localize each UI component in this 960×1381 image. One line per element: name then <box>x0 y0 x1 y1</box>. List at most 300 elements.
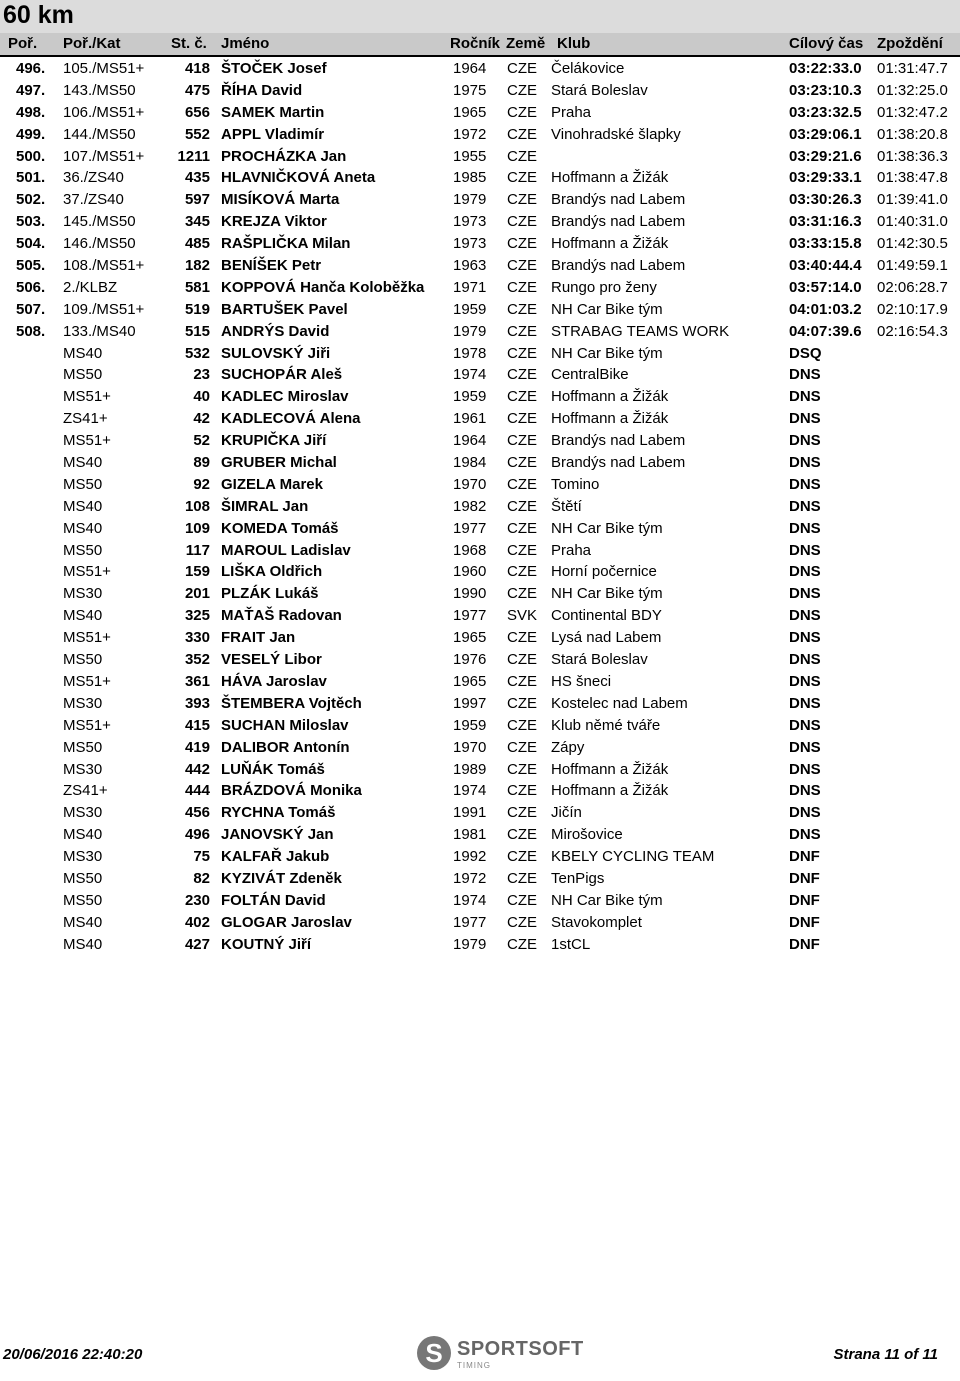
cell-year: 1990 <box>453 585 487 603</box>
cell-time: DNS <box>789 782 821 800</box>
cell-country: CZE <box>507 235 537 253</box>
cell-time: DNS <box>789 672 821 690</box>
cell-club: Hoffmann a Žižák <box>551 760 669 778</box>
cell-time: 03:29:33.1 <box>789 169 862 187</box>
cell-country: CZE <box>507 366 537 384</box>
cell-country: CZE <box>507 344 537 362</box>
cell-country: CZE <box>507 541 537 559</box>
cell-position: 505. <box>16 257 46 275</box>
cell-time: DNS <box>789 454 821 472</box>
cell-time: DNS <box>789 694 821 712</box>
cell-club: NH Car Bike tým <box>551 344 663 362</box>
cell-year: 1982 <box>453 497 487 515</box>
cell-position: 496. <box>16 60 46 77</box>
cell-country: CZE <box>507 935 537 953</box>
cell-name: BRÁZDOVÁ Monika <box>221 782 362 800</box>
cell-category: MS40 <box>63 913 103 931</box>
cell-category: 2./KLBZ <box>63 278 118 296</box>
footer-timestamp: 20/06/2016 22:40:20 <box>3 1346 143 1363</box>
cell-country: CZE <box>507 848 537 866</box>
cell-category: 105./MS51+ <box>63 60 145 77</box>
table-row <box>0 628 960 650</box>
cell-time: DNF <box>789 848 820 866</box>
cell-bib: 109 <box>184 519 210 537</box>
logo-text: SPORTSOFT <box>457 1338 584 1360</box>
cell-name: BENÍŠEK Petr <box>221 257 322 275</box>
cell-year: 1965 <box>453 629 487 647</box>
cell-country: CZE <box>507 782 537 800</box>
cell-country: CZE <box>507 191 537 209</box>
table-row <box>0 190 960 212</box>
cell-year: 1959 <box>453 388 487 406</box>
cell-country: CZE <box>507 913 537 931</box>
table-row <box>0 891 960 913</box>
cell-bib: 435 <box>184 169 210 187</box>
cell-category: 146./MS50 <box>63 235 136 253</box>
cell-name: KOPPOVÁ Hanča Koloběžka <box>221 278 425 296</box>
cell-time: DNS <box>789 607 821 625</box>
table-row <box>0 497 960 519</box>
cell-year: 1960 <box>453 563 487 581</box>
cell-lag: 01:32:47.2 <box>877 103 948 121</box>
cell-year: 1965 <box>453 103 487 121</box>
cell-club: Hoffmann a Žižák <box>551 782 669 800</box>
cell-club: 1stCL <box>551 935 591 953</box>
cell-name: HLAVNIČKOVÁ Aneta <box>221 169 376 187</box>
cell-position: 501. <box>16 169 46 187</box>
cell-year: 1959 <box>453 300 487 318</box>
cell-name: KADLECOVÁ Alena <box>221 410 361 428</box>
cell-category: MS51+ <box>63 629 111 647</box>
header-pos: Poř. <box>8 35 38 52</box>
cell-position: 500. <box>16 147 46 165</box>
cell-time: DNS <box>789 629 821 647</box>
cell-year: 1959 <box>453 716 487 734</box>
cell-club: Lysá nad Labem <box>551 629 662 647</box>
cell-category: MS50 <box>63 891 103 909</box>
cell-club: Brandýs nad Labem <box>551 454 686 472</box>
cell-name: PLZÁK Lukáš <box>221 585 319 603</box>
sportsoft-logo <box>417 1336 587 1376</box>
cell-name: SULOVSKÝ Jiři <box>221 344 331 362</box>
cell-category: MS51+ <box>63 388 111 406</box>
page-title: 60 km <box>3 1 74 29</box>
table-row <box>0 278 960 300</box>
cell-year: 1955 <box>453 147 487 165</box>
table-row <box>0 519 960 541</box>
header-bib: St. č. <box>171 35 207 52</box>
table-row <box>0 672 960 694</box>
cell-year: 1973 <box>453 213 487 231</box>
cell-time: DNS <box>789 410 821 428</box>
cell-year: 1974 <box>453 891 487 909</box>
cell-club: Hoffmann a Žižák <box>551 388 669 406</box>
cell-time: DNS <box>789 541 821 559</box>
title-bar <box>0 0 960 34</box>
table-row <box>0 541 960 563</box>
cell-bib: 82 <box>193 869 210 887</box>
cell-club: Hoffmann a Žižák <box>551 169 669 187</box>
table-row <box>0 847 960 869</box>
cell-bib: 475 <box>184 81 210 99</box>
cell-category: MS51+ <box>63 716 111 734</box>
cell-name: GIZELA Marek <box>221 475 323 493</box>
cell-category: MS50 <box>63 651 103 669</box>
cell-name: BARTUŠEK Pavel <box>221 300 348 318</box>
cell-bib: 201 <box>184 585 210 603</box>
cell-category: 109./MS51+ <box>63 300 145 318</box>
cell-club: Brandýs nad Labem <box>551 432 686 450</box>
cell-category: MS40 <box>63 454 103 472</box>
cell-category: 36./ZS40 <box>63 169 124 187</box>
cell-name: KALFAŘ Jakub <box>221 848 330 866</box>
cell-year: 1997 <box>453 694 487 712</box>
header-divider <box>0 55 960 57</box>
cell-country: CZE <box>507 497 537 515</box>
cell-category: MS30 <box>63 585 103 603</box>
cell-club: NH Car Bike tým <box>551 585 663 603</box>
cell-name: ŠIMRAL Jan <box>221 497 309 515</box>
cell-time: 04:07:39.6 <box>789 322 862 340</box>
header-lag: Zpoždění <box>877 35 943 52</box>
cell-country: CZE <box>507 81 537 99</box>
cell-club: Štětí <box>551 497 582 515</box>
cell-year: 1979 <box>453 191 487 209</box>
cell-time: DSQ <box>789 344 822 362</box>
cell-time: DNF <box>789 869 820 887</box>
cell-year: 1979 <box>453 322 487 340</box>
cell-category: MS51+ <box>63 432 111 450</box>
cell-bib: 159 <box>184 563 210 581</box>
cell-name: GLOGAR Jaroslav <box>221 913 352 931</box>
cell-country: CZE <box>507 432 537 450</box>
cell-time: 03:57:14.0 <box>789 278 862 296</box>
cell-year: 1984 <box>453 454 487 472</box>
table-row <box>0 562 960 584</box>
cell-time: DNS <box>789 804 821 822</box>
cell-club: Praha <box>551 103 592 121</box>
cell-lag: 01:32:25.0 <box>877 81 948 99</box>
cell-category: MS40 <box>63 826 103 844</box>
cell-position: 507. <box>16 300 46 318</box>
cell-club: Hoffmann a Žižák <box>551 235 669 253</box>
cell-club: Praha <box>551 541 592 559</box>
cell-year: 1964 <box>453 432 487 450</box>
cell-name: MISÍKOVÁ Marta <box>221 191 340 209</box>
cell-country: CZE <box>507 629 537 647</box>
cell-year: 1978 <box>453 344 487 362</box>
cell-country: CZE <box>507 322 537 340</box>
cell-time: 03:29:21.6 <box>789 147 862 165</box>
cell-category: 107./MS51+ <box>63 147 145 165</box>
cell-year: 1970 <box>453 475 487 493</box>
cell-bib: 393 <box>184 694 210 712</box>
s-logo-icon: S <box>417 1336 451 1370</box>
table-row <box>0 409 960 431</box>
cell-time: DNS <box>789 366 821 384</box>
table-header <box>0 33 960 55</box>
cell-country: CZE <box>507 519 537 537</box>
cell-bib: 117 <box>185 541 210 559</box>
cell-name: PROCHÁZKA Jan <box>221 147 347 165</box>
cell-bib: 415 <box>184 716 210 734</box>
cell-bib: 485 <box>184 235 210 253</box>
cell-name: KRUPIČKA Jiří <box>221 432 327 450</box>
cell-category: 37./ZS40 <box>63 191 124 209</box>
cell-year: 1975 <box>453 81 487 99</box>
cell-name: LIŠKA Oldřich <box>221 563 323 581</box>
cell-category: MS50 <box>63 869 103 887</box>
results-table <box>0 59 960 957</box>
cell-category: MS40 <box>63 519 103 537</box>
cell-year: 1961 <box>453 410 487 428</box>
cell-bib: 515 <box>184 322 210 340</box>
cell-country: CZE <box>507 651 537 669</box>
cell-bib: 419 <box>184 738 210 756</box>
cell-time: DNS <box>789 651 821 669</box>
cell-name: SAMEK Martin <box>221 103 325 121</box>
cell-lag: 02:16:54.3 <box>877 322 948 340</box>
cell-bib: 40 <box>193 388 210 406</box>
cell-club: KBELY CYCLING TEAM <box>551 848 715 866</box>
cell-club: Tomino <box>551 475 600 493</box>
cell-year: 1976 <box>453 651 487 669</box>
cell-position: 504. <box>16 235 46 253</box>
cell-year: 1974 <box>453 782 487 800</box>
cell-name: RYCHNA Tomáš <box>221 804 336 822</box>
cell-category: 143./MS50 <box>63 81 136 99</box>
cell-name: KOUTNÝ Jiří <box>221 935 312 953</box>
cell-club: Continental BDY <box>551 607 662 625</box>
cell-time: DNS <box>789 497 821 515</box>
cell-country: CZE <box>507 147 537 165</box>
cell-lag: 01:40:31.0 <box>877 213 948 231</box>
table-row <box>0 387 960 409</box>
cell-country: CZE <box>507 454 537 472</box>
cell-country: CZE <box>507 278 537 296</box>
logo-subtext: TIMING <box>457 1361 491 1370</box>
footer-page-label: Strana 11 of 11 <box>833 1346 938 1363</box>
table-row <box>0 869 960 891</box>
cell-year: 1981 <box>453 826 487 844</box>
cell-club: STRABAG TEAMS WORK <box>551 322 730 340</box>
table-row <box>0 803 960 825</box>
cell-category: MS50 <box>63 475 103 493</box>
table-row <box>0 650 960 672</box>
cell-position: 502. <box>16 191 46 209</box>
cell-club: Brandýs nad Labem <box>551 191 686 209</box>
table-row <box>0 716 960 738</box>
cell-bib: 345 <box>184 213 210 231</box>
cell-name: HÁVA Jaroslav <box>221 672 327 690</box>
cell-name: MAŤAŠ Radovan <box>221 607 342 625</box>
cell-club: Jičín <box>551 804 582 822</box>
cell-country: CZE <box>507 257 537 275</box>
cell-bib: 1211 <box>177 147 210 165</box>
cell-country: CZE <box>507 60 537 77</box>
cell-time: DNS <box>789 563 821 581</box>
cell-country: CZE <box>507 869 537 887</box>
cell-position: 508. <box>16 322 46 340</box>
cell-category: MS40 <box>63 935 103 953</box>
cell-lag: 02:06:28.7 <box>877 278 948 296</box>
cell-name: GRUBER Michal <box>221 454 337 472</box>
cell-category: ZS41+ <box>63 782 108 800</box>
cell-name: ŘÍHA David <box>221 81 303 99</box>
cell-year: 1977 <box>453 519 487 537</box>
cell-position: 503. <box>16 213 46 231</box>
cell-club: CentralBike <box>551 366 629 384</box>
cell-country: CZE <box>507 410 537 428</box>
table-row <box>0 935 960 957</box>
cell-country: CZE <box>507 300 537 318</box>
cell-club: Brandýs nad Labem <box>551 213 686 231</box>
cell-bib: 552 <box>184 125 210 143</box>
cell-position: 497. <box>16 81 46 99</box>
cell-bib: 532 <box>184 344 210 362</box>
cell-bib: 52 <box>193 432 210 450</box>
table-row <box>0 913 960 935</box>
table-row <box>0 81 960 103</box>
cell-time: DNS <box>789 738 821 756</box>
cell-country: CZE <box>507 738 537 756</box>
cell-name: APPL Vladimír <box>221 125 325 143</box>
table-row <box>0 103 960 125</box>
cell-year: 1989 <box>453 760 487 778</box>
cell-position: 506. <box>16 278 46 296</box>
cell-category: MS30 <box>63 694 103 712</box>
cell-year: 1970 <box>453 738 487 756</box>
cell-name: LUŇÁK Tomáš <box>221 760 325 778</box>
cell-club: Rungo pro ženy <box>551 278 657 296</box>
cell-time: 03:23:10.3 <box>789 81 862 99</box>
header-year: Ročník <box>450 35 501 52</box>
cell-year: 1971 <box>453 278 487 296</box>
cell-bib: 108 <box>184 497 210 515</box>
cell-category: 108./MS51+ <box>63 257 145 275</box>
cell-country: CZE <box>507 585 537 603</box>
table-row <box>0 453 960 475</box>
cell-category: 144./MS50 <box>63 125 136 143</box>
table-row <box>0 694 960 716</box>
cell-bib: 330 <box>184 629 210 647</box>
cell-lag: 01:38:36.3 <box>877 147 948 165</box>
cell-name: KYZIVÁT Zdeněk <box>221 869 342 887</box>
table-row <box>0 344 960 366</box>
table-row <box>0 59 960 81</box>
cell-club: Mirošovice <box>551 826 623 844</box>
cell-time: 03:29:06.1 <box>789 125 862 143</box>
cell-club: Hoffmann a Žižák <box>551 410 669 428</box>
cell-name: ŠTOČEK Josef <box>221 60 327 77</box>
cell-country: CZE <box>507 103 537 121</box>
cell-club: NH Car Bike tým <box>551 891 663 909</box>
cell-country: CZE <box>507 694 537 712</box>
cell-club: Klub němé tváře <box>551 716 661 734</box>
cell-name: SUCHOPÁR Aleš <box>221 366 343 384</box>
cell-country: CZE <box>507 169 537 187</box>
table-row <box>0 475 960 497</box>
table-row <box>0 825 960 847</box>
cell-lag: 02:10:17.9 <box>877 300 948 318</box>
cell-club: NH Car Bike tým <box>551 300 663 318</box>
cell-position: 498. <box>16 103 46 121</box>
table-row <box>0 365 960 387</box>
cell-category: MS40 <box>63 344 103 362</box>
cell-club: NH Car Bike tým <box>551 519 663 537</box>
cell-year: 1964 <box>453 60 487 77</box>
table-row <box>0 760 960 782</box>
cell-name: RAŠPLIČKA Milan <box>221 235 351 253</box>
cell-club: TenPigs <box>551 869 605 887</box>
cell-time: 03:30:26.3 <box>789 191 862 209</box>
cell-bib: 496 <box>184 826 210 844</box>
cell-year: 1963 <box>453 257 487 275</box>
cell-name: KADLEC Miroslav <box>221 388 349 406</box>
cell-time: DNS <box>789 716 821 734</box>
cell-name: KOMEDA Tomáš <box>221 519 339 537</box>
cell-bib: 418 <box>184 60 210 77</box>
cell-time: 03:22:33.0 <box>789 60 862 77</box>
cell-country: SVK <box>507 607 538 625</box>
cell-name: ŠTEMBERA Vojtěch <box>221 694 362 712</box>
table-row <box>0 300 960 322</box>
cell-lag: 01:38:20.8 <box>877 125 948 143</box>
table-row <box>0 322 960 344</box>
cell-club: Stavokomplet <box>551 913 642 931</box>
cell-name: MAROUL Ladislav <box>221 541 351 559</box>
cell-lag: 01:42:30.5 <box>877 235 948 253</box>
cell-year: 1972 <box>453 125 487 143</box>
cell-bib: 442 <box>184 760 210 778</box>
cell-category: 106./MS51+ <box>63 103 145 121</box>
header-club: Klub <box>557 35 591 52</box>
cell-year: 1992 <box>453 848 487 866</box>
cell-category: MS50 <box>63 541 103 559</box>
cell-lag: 01:31:47.7 <box>877 60 948 77</box>
cell-club: Horní počernice <box>551 563 657 581</box>
table-row <box>0 125 960 147</box>
cell-country: CZE <box>507 563 537 581</box>
cell-country: CZE <box>507 475 537 493</box>
cell-category: 145./MS50 <box>63 213 136 231</box>
cell-name: VESELÝ Libor <box>221 651 322 669</box>
cell-time: 03:33:15.8 <box>789 235 862 253</box>
cell-club: Zápy <box>551 738 585 756</box>
cell-country: CZE <box>507 826 537 844</box>
cell-bib: 325 <box>184 607 210 625</box>
cell-name: KREJZA Viktor <box>221 213 327 231</box>
cell-time: 04:01:03.2 <box>789 300 862 318</box>
cell-name: SUCHAN Miloslav <box>221 716 349 734</box>
table-row <box>0 606 960 628</box>
table-row <box>0 431 960 453</box>
cell-time: 03:40:44.4 <box>789 257 862 275</box>
cell-club: HS šneci <box>551 672 612 690</box>
footer <box>0 1336 960 1376</box>
cell-name: FRAIT Jan <box>221 629 296 647</box>
cell-time: DNS <box>789 760 821 778</box>
table-row <box>0 781 960 803</box>
cell-time: DNS <box>789 388 821 406</box>
cell-name: FOLTÁN David <box>221 891 326 909</box>
cell-club: Vinohradské šlapky <box>551 125 681 143</box>
cell-bib: 581 <box>184 278 210 296</box>
cell-country: CZE <box>507 760 537 778</box>
cell-lag: 01:49:59.1 <box>877 257 948 275</box>
table-row <box>0 234 960 256</box>
cell-time: DNS <box>789 826 821 844</box>
